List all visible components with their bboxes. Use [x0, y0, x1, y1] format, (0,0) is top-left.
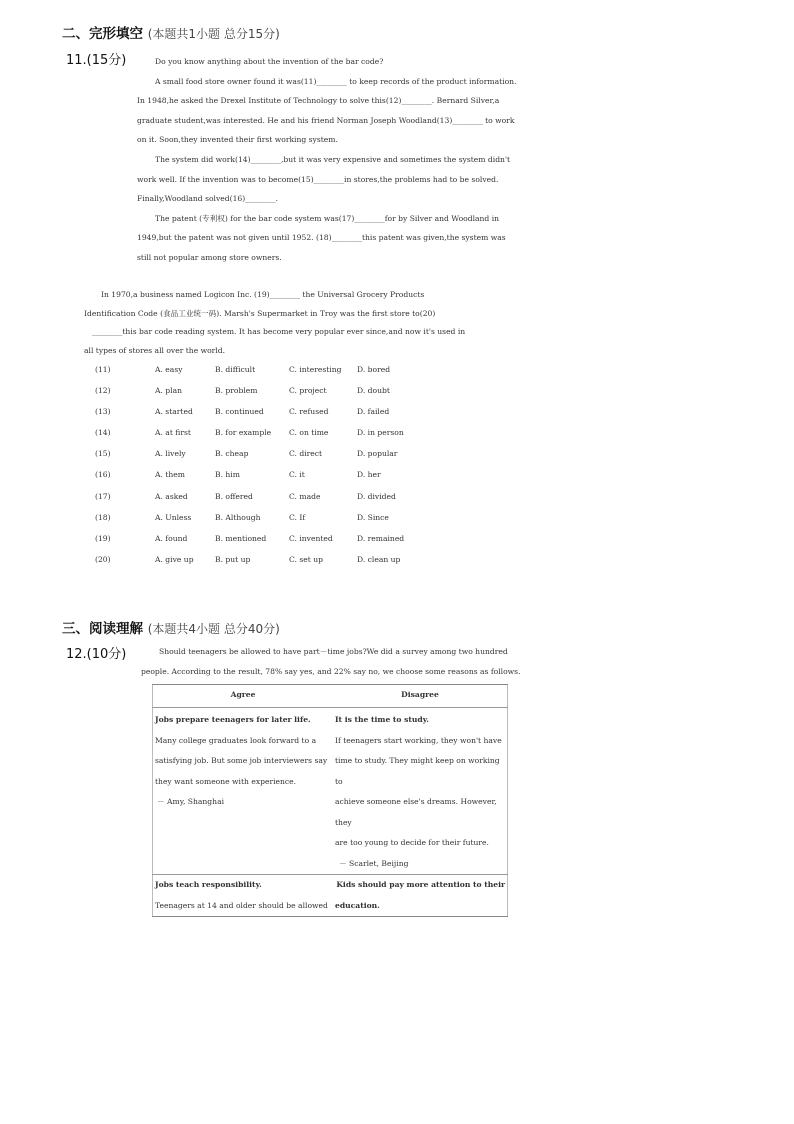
option-choice: A. at first [155, 428, 191, 438]
agree-title-2: Jobs teach responsibility. [155, 880, 262, 889]
disagree-line: education. [335, 900, 380, 910]
passage-line: on it. Soon,they invented their first working system. [137, 135, 338, 145]
disagree-line: If teenagers start working, they won't have [335, 735, 502, 745]
option-choice: B. Although [215, 512, 261, 522]
option-number: (13) [95, 407, 111, 417]
reading-intro [141, 642, 521, 681]
passage-line: still not popular among store owners. [137, 252, 282, 262]
disagree-line: achieve someone else's dreams. However, they [335, 797, 497, 827]
agree-line: Many college graduates look forward to a [155, 735, 317, 745]
passage-line: Do you know anything about the invention of the bar code? [155, 57, 384, 66]
section-3-heading [62, 617, 280, 637]
option-choice: A. lively [155, 449, 186, 459]
table-header-row [153, 685, 508, 708]
option-choice: D. failed [357, 407, 390, 417]
passage-line: In 1970,a business named Logicon Inc. (19)________ the Universal Grocery Products [101, 290, 425, 299]
option-choice: B. continued [215, 407, 264, 417]
agree-cell-2 [153, 875, 334, 917]
option-choice: D. bored [357, 365, 391, 374]
option-choice: B. difficult [215, 365, 256, 374]
section-2-title: 二、完形填空 [62, 26, 143, 42]
cloze-passage-part2 [84, 286, 466, 360]
passage-line: Identification Code (食品工业统一码). Marsh's Supermarket in Troy was the first store to(20) [84, 308, 436, 318]
section-2-subtitle: (本题共1小题 总分15分) [147, 27, 280, 41]
disagree-line: are too young to decide for their future. [335, 838, 489, 847]
disagree-title-2: Kids should pay more attention to their [336, 880, 505, 889]
table-row [153, 875, 508, 917]
option-choice: D. popular [357, 449, 398, 459]
question-11-number: 11.(15分) [66, 53, 127, 68]
option-choice: D. remained [357, 533, 405, 543]
option-choice: B. cheap [215, 449, 249, 459]
option-number: (15) [95, 449, 111, 459]
option-number: (14) [95, 428, 111, 438]
header-agree: Agree [153, 685, 334, 708]
option-choice: D. doubt [357, 386, 390, 396]
option-choice: B. problem [215, 386, 258, 396]
option-choice: C. If [289, 512, 306, 522]
passage-line: graduate student,was interested. He and his friend Norman Joseph Woodland(13)________ to work [137, 115, 515, 125]
agree-cell-1 [153, 708, 334, 875]
option-number: (20) [95, 554, 111, 564]
option-choice: A. easy [155, 365, 183, 374]
agree-line: satisfying job. But some job interviewers say [155, 756, 328, 765]
passage-line: 1949,but the patent was not given until 1952. (18)________this patent was given,the system was [137, 233, 506, 243]
cloze-passage-part1 [137, 52, 517, 268]
option-number: (11) [95, 365, 111, 374]
passage-line: all types of stores all over the world. [84, 345, 226, 355]
option-choice: B. put up [215, 554, 251, 564]
section-3-title: 三、阅读理解 [62, 621, 143, 637]
agree-author: － Amy, Shanghai [157, 797, 225, 806]
passage-line: Finally,Woodland solved(16)________. [137, 194, 279, 204]
option-number: (16) [95, 470, 111, 480]
option-choice: C. it [289, 470, 305, 480]
option-choice: A. found [155, 533, 188, 543]
passage-line: work well. If the invention was to become(15)________in stores,the problems had to be solved. [137, 174, 499, 184]
intro-line: Should teenagers be allowed to have part－time jobs?We did a survey among two hundred [159, 647, 508, 656]
passage-line: The system did work(14)________,but it was very expensive and sometimes the system didn't [155, 154, 511, 164]
option-choice: D. divided [357, 491, 396, 501]
header-disagree: Disagree [333, 685, 508, 708]
option-choice: A. started [155, 407, 193, 417]
option-choice: B. him [215, 470, 240, 480]
option-number: (12) [95, 386, 111, 396]
option-number: (19) [95, 533, 111, 543]
option-choice: B. offered [215, 491, 253, 501]
option-choice: A. them [155, 470, 185, 480]
option-choice: A. Unless [155, 512, 192, 522]
option-choice: C. interesting [289, 365, 342, 374]
option-choice: C. refused [289, 407, 329, 417]
option-choice: D. clean up [357, 554, 401, 564]
disagree-author: － Scarlet, Beijing [339, 858, 409, 868]
option-choice: C. set up [289, 554, 323, 564]
option-choice: B. for example [215, 428, 272, 438]
disagree-title-1: It is the time to study. [335, 715, 429, 724]
agree-title-1: Jobs prepare teenagers for later life. [155, 715, 311, 724]
option-choice: A. plan [155, 386, 183, 396]
option-number: (18) [95, 512, 111, 522]
passage-line: The patent (专利权) for the bar code system was(17)________for by Silver and Woodland in [155, 213, 500, 223]
section-3-subtitle: (本题共4小题 总分40分) [147, 622, 280, 636]
question-12-number: 12.(10分) [66, 647, 127, 662]
option-choice: C. invented [289, 533, 333, 543]
intro-line: people. According to the result, 78% say yes, and 22% say no, we choose some reasons as follows. [141, 666, 521, 676]
opinion-table [152, 684, 508, 917]
agree-line: they want someone with experience. [155, 776, 297, 786]
disagree-line: time to study. They might keep on working to [335, 756, 500, 786]
disagree-cell-2 [333, 875, 508, 917]
option-choice: B. mentioned [215, 533, 267, 543]
passage-line: ________this bar code reading system. It has become very popular ever since,and now it's used in [92, 327, 466, 337]
disagree-cell-1 [333, 708, 508, 875]
option-choice: C. made [289, 491, 321, 501]
option-choice: A. give up [155, 554, 194, 564]
option-choice: C. direct [289, 449, 323, 459]
option-choice: D. her [357, 470, 381, 480]
option-choice: D. Since [357, 512, 389, 522]
agree-line: Teenagers at 14 and older should be allowed [155, 900, 328, 910]
passage-line: In 1948,he asked the Drexel Institute of Technology to solve this(12)________. Bernard Silver,a [137, 96, 500, 106]
option-choice: A. asked [155, 491, 188, 501]
option-choice: C. on time [289, 428, 329, 438]
passage-line: A small food store owner found it was(11)________ to keep records of the product information. [155, 76, 517, 86]
section-2-heading [62, 22, 280, 42]
table-row [153, 708, 508, 875]
option-number: (17) [95, 491, 111, 501]
option-choice: D. in person [357, 428, 404, 438]
option-choice: C. project [289, 386, 327, 396]
